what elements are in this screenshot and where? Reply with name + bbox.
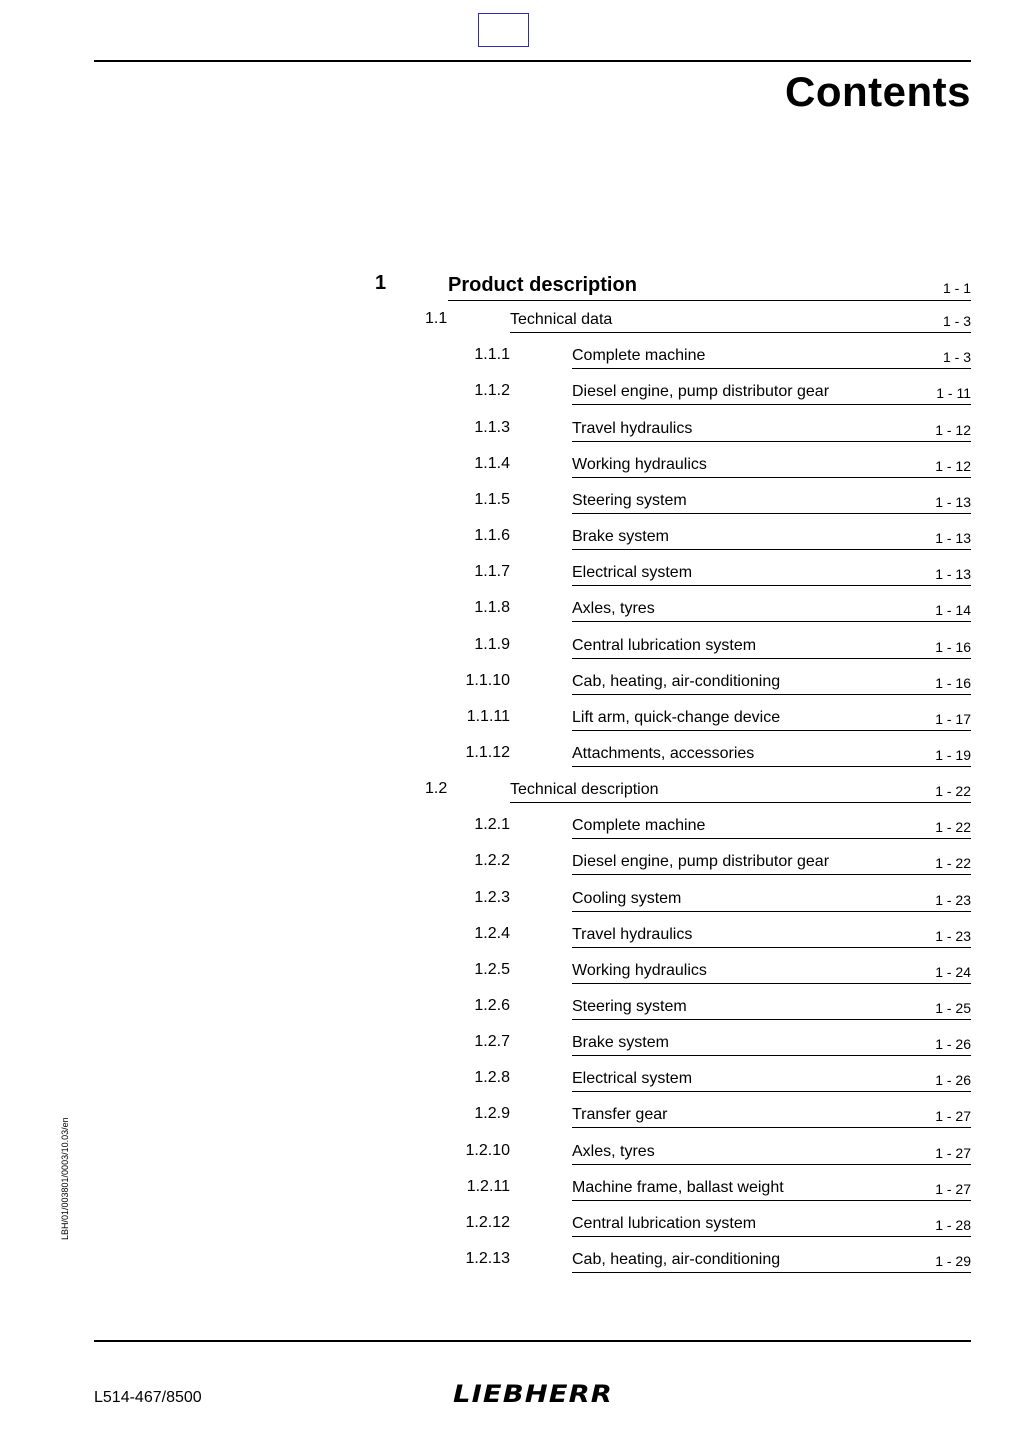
toc-entry[interactable] (0, 1029, 1024, 1065)
toc-entry-page: 1 - 19 (935, 746, 971, 763)
toc-entry-number: 1.1.8 (474, 599, 510, 617)
toc-entry-page: 1 - 27 (935, 1144, 971, 1161)
toc-entry-label: Cab, heating, air-conditioning (572, 672, 781, 690)
top-rule (94, 60, 971, 62)
toc-entry-page: 1 - 26 (935, 1036, 971, 1053)
toc-entry[interactable] (0, 451, 1024, 487)
toc-entry-label: Central lubrication system (572, 636, 757, 654)
toc-entry-number: 1.1.5 (474, 490, 510, 508)
toc-entry-number: 1.1 (425, 310, 448, 328)
toc-entry-label: Central lubrication system (572, 1214, 757, 1232)
svg-text:LIEBHERR: LIEBHERR (453, 1380, 613, 1406)
toc-entry-page: 1 - 1 (942, 280, 971, 296)
toc-entry-page: 1 - 3 (942, 349, 971, 366)
toc-entry-line (572, 561, 971, 586)
toc-entry-number: 1.2.7 (474, 1033, 510, 1051)
toc-entry-line (510, 308, 971, 333)
toc-entry-line (572, 887, 971, 912)
toc-entry-page: 1 - 22 (935, 819, 971, 836)
toc-entry-number: 1.1.9 (474, 635, 510, 653)
toc-entry-page: 1 - 16 (935, 638, 971, 655)
toc-entry-page: 1 - 13 (935, 493, 971, 510)
toc-entry-number: 1.1.2 (474, 382, 510, 400)
toc-entry[interactable] (0, 595, 1024, 631)
toc-entry-line (572, 597, 971, 622)
toc-entry[interactable] (0, 487, 1024, 523)
toc-entry[interactable] (0, 957, 1024, 993)
toc-entry-label: Working hydraulics (572, 961, 707, 979)
toc-entry-number: 1.2.10 (465, 1141, 510, 1159)
toc-entry-line (572, 380, 971, 405)
toc-entry[interactable] (0, 1246, 1024, 1282)
toc-entry-line (572, 634, 971, 659)
toc-entry-label: Working hydraulics (572, 455, 707, 473)
toc-entry-number: 1.1.1 (474, 346, 510, 364)
toc-entry-number: 1.1.4 (474, 454, 510, 472)
toc-entry[interactable] (0, 848, 1024, 884)
toc-entry-page: 1 - 14 (935, 602, 971, 619)
toc-entry-number: 1.2.5 (474, 960, 510, 978)
toc-entry-line (572, 706, 971, 731)
toc-entry-label: Steering system (572, 491, 687, 509)
toc-entry-number: 1.2.8 (474, 1069, 510, 1087)
toc-entry-number: 1.2.6 (474, 997, 510, 1014)
toc-entry-page: 1 - 13 (935, 530, 971, 547)
toc-entry-line (572, 1140, 971, 1165)
toc-entry-page: 1 - 12 (935, 421, 971, 438)
toc-entry-label: Product description (448, 274, 637, 296)
toc-entry-page: 1 - 26 (935, 1072, 971, 1089)
toc-entry[interactable] (0, 559, 1024, 595)
toc-entry-line (572, 417, 971, 442)
toc-entry-line (572, 1248, 971, 1273)
toc-entry-page: 1 - 29 (935, 1253, 971, 1270)
liebherr-logo (452, 1380, 614, 1406)
toc-entry-page: 1 - 27 (935, 1108, 971, 1125)
toc-entry[interactable] (0, 1210, 1024, 1246)
bottom-rule (94, 1340, 971, 1342)
toc-entry[interactable] (0, 885, 1024, 921)
toc-entry-line (448, 270, 971, 301)
toc-entry-label: Technical data (510, 311, 613, 329)
toc-entry-number: 1.2.9 (474, 1105, 510, 1123)
toc-entry-line (572, 850, 971, 875)
toc-entry-page: 1 - 17 (935, 710, 971, 727)
toc-entry-page: 1 - 3 (942, 313, 971, 330)
toc-entry-page: 1 - 27 (935, 1180, 971, 1197)
toc-entry-label: Axles, tyres (572, 1142, 655, 1160)
toc-entry-label: Brake system (572, 528, 669, 546)
toc-entry-line (572, 1067, 971, 1092)
toc-entry[interactable] (0, 270, 1024, 306)
toc-entry-page: 1 - 22 (935, 855, 971, 872)
toc-entry-number: 1.2.13 (465, 1250, 510, 1268)
toc-entry-number: 1.1.10 (465, 671, 510, 689)
toc-entry-line (572, 742, 971, 767)
toc-entry[interactable] (0, 1174, 1024, 1210)
toc-entry-label: Electrical system (572, 1070, 693, 1088)
toc-entry-number: 1.2.2 (474, 852, 510, 870)
toc-entry[interactable] (0, 1101, 1024, 1137)
toc-entry-label: Attachments, accessories (572, 744, 755, 762)
toc-entry[interactable] (0, 342, 1024, 378)
toc-entry-number: 1.2.4 (474, 924, 510, 942)
toc-entry[interactable] (0, 704, 1024, 740)
toc-entry[interactable] (0, 812, 1024, 848)
toc-entry[interactable] (0, 1138, 1024, 1174)
toc-entry-label: Transfer gear (572, 1106, 668, 1124)
document-code: L514-467/8500 (94, 1389, 202, 1406)
tab-marker-box (478, 13, 529, 47)
toc-entry-number: 1.2.11 (466, 1177, 510, 1195)
toc-entry-line (572, 923, 971, 948)
side-document-code: LBH/01/003801/0003/10.03/en (60, 1117, 70, 1240)
toc-entry-label: Axles, tyres (572, 600, 655, 618)
page-title: Contents (785, 68, 971, 115)
toc-entry-label: Diesel engine, pump distributor gear (572, 383, 830, 401)
toc-entry-line (510, 778, 971, 803)
toc-entry-number: 1.2.12 (465, 1213, 510, 1231)
toc-entry-page: 1 - 23 (935, 891, 971, 908)
toc-entry-line (572, 344, 971, 369)
toc-entry-line (572, 959, 971, 984)
toc-entry-page: 1 - 23 (935, 927, 971, 944)
toc-entry-number: 1.1.6 (474, 527, 510, 545)
toc-entry-label: Machine frame, ballast weight (572, 1178, 784, 1196)
toc-entry[interactable] (0, 523, 1024, 559)
toc-entry-label: Technical description (510, 781, 659, 799)
toc-entry-number: 1.2.1 (474, 816, 510, 834)
toc-entry-page: 1 - 22 (935, 783, 971, 800)
toc-entry-label: Travel hydraulics (572, 419, 693, 437)
toc-entry-page: 1 - 11 (936, 385, 971, 402)
toc-entry-line (572, 670, 971, 695)
toc-entry-line (572, 1176, 971, 1201)
toc-entry-line (572, 489, 971, 514)
toc-entry-page: 1 - 16 (935, 674, 971, 691)
toc-entry-number: 1.1.11 (466, 707, 510, 725)
toc-entry-line (572, 1103, 971, 1128)
toc-entry-label: Lift arm, quick-change device (572, 708, 781, 726)
toc-entry-number: 1.2.3 (474, 888, 510, 906)
toc-entry-label: Cooling system (572, 889, 682, 907)
toc-entry-page: 1 - 13 (935, 566, 971, 583)
toc-entry-label: Cab, heating, air-conditioning (572, 1251, 781, 1269)
toc-entry[interactable] (0, 415, 1024, 451)
toc-entry-line (572, 814, 971, 839)
toc-entry[interactable] (0, 632, 1024, 668)
toc-entry-number: 1.1.7 (474, 563, 510, 581)
toc-entry-page: 1 - 28 (935, 1216, 971, 1233)
toc-entry-label: Brake system (572, 1034, 669, 1052)
toc-entry[interactable] (0, 378, 1024, 414)
toc-entry-number: 1.1.3 (474, 418, 510, 436)
toc-entry-page: 1 - 12 (935, 457, 971, 474)
toc-entry-label: Steering system (572, 998, 687, 1015)
toc-entry[interactable] (0, 306, 1024, 342)
toc-entry-line (572, 453, 971, 478)
toc-entry-label: Travel hydraulics (572, 925, 693, 943)
toc-entry-line (572, 525, 971, 550)
toc-entry-number: 1.2 (425, 780, 448, 798)
toc-entry[interactable] (0, 921, 1024, 957)
toc-entry[interactable] (0, 1065, 1024, 1101)
toc-entry[interactable] (0, 668, 1024, 704)
toc-entry[interactable] (0, 740, 1024, 776)
toc-entry-page: 1 - 25 (935, 1000, 971, 1016)
toc-entry-number: 1 (375, 272, 387, 294)
toc-entry-line (572, 1031, 971, 1056)
toc-entry[interactable] (0, 776, 1024, 812)
toc-entry-label: Complete machine (572, 817, 706, 835)
toc-entry-line (572, 995, 971, 1020)
toc-entry-number: 1.1.12 (465, 743, 510, 761)
toc-entry-label: Diesel engine, pump distributor gear (572, 853, 830, 871)
toc-entry-page: 1 - 24 (935, 963, 971, 980)
toc-entry-label: Complete machine (572, 347, 706, 365)
toc-entry-line (572, 1212, 971, 1237)
toc-entry[interactable] (0, 993, 1024, 1029)
toc-entry-label: Electrical system (572, 564, 693, 582)
